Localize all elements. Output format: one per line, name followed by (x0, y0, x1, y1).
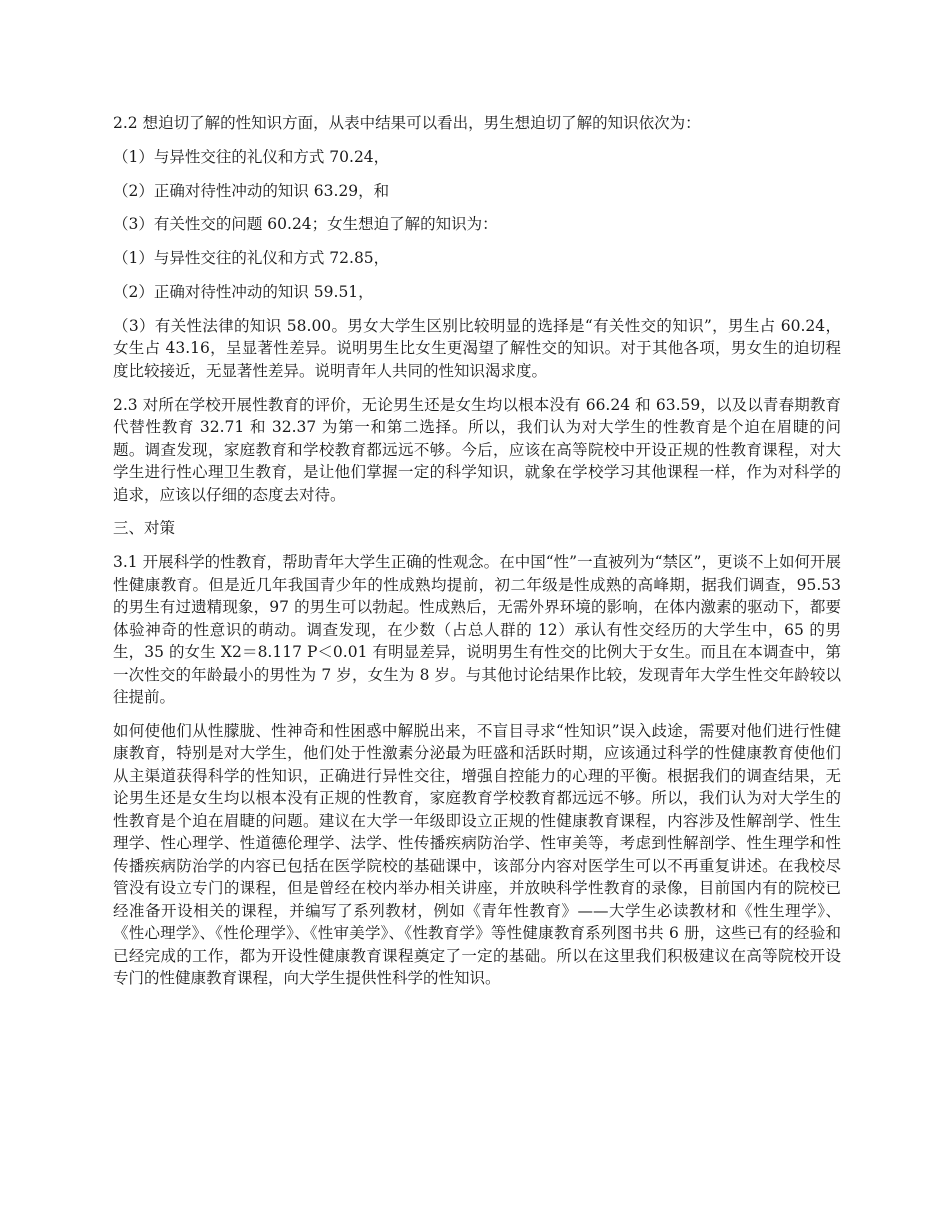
list-item-female-1: （1）与异性交往的礼仪和方式 72.85， (113, 249, 390, 268)
paragraph-health-education: 如何使他们从性朦胧、性神奇和性困惑中解脱出来，不盲目寻求“性知识”误入歧途，需要对他们进行性健康教育，特别是对大学生，他们处于性激素分泌最为旺盛和活跃时期，应该通过科学的性健康教育使他们从主渠道获得科学的性知识，正确进行异性交往，增强自控能力的心理的平衡。根据我们的调查结果，无论男生还是女生均以根本没有正规的性教育，家庭教育学校教育都远远不够。所以，我们认为对大学生的性教育是个迫在眉睫的问题。建议在大学一年级即设立正规的性健康教育课程，内容涉及性解剖学、性生理学、性心理学、性道德伦理学、法学、性传播疾病防治学、性审美等，考虑到性解剖学、性生理学和性传播疾病防治学的内容已包括在医学院校的基础课中，该部分内容对医学生可以不再重复讲述。在我校尽管没有设立专门的课程，但是曾经在校内举办相关讲座，并放映科学性教育的录像，目前国内有的院校已经准备开设相关的课程，并编写了系列教材，例如《青年性教育》——大学生必读教材和《性生理学》、《性心理学》、《性伦理学》、《性审美学》、《性教育学》等性健康教育系列图书共 6 册，这些已有的经验和已经完成的工作，都为开设性健康教育课程奠定了一定的基础。所以在这里我们积极建议在高等院校开设专门的性健康教育课程，向大学生提供性科学的性知识。 (113, 721, 841, 988)
document-body (113, 112, 841, 1001)
list-item-male-2: （2）正确对待性冲动的知识 63.29，和 (113, 181, 390, 200)
list-item-female-3: （3）有关性法律的知识 58.00。男女大学生区别比较明显的选择是“有关性交的知识”，男生占 60.24，女生占 43.16，呈显著性差异。说明男生比女生更渴望了解性交的知识。对于其他各项，男女生的迫切程度比较接近，无显著性差异。说明青年人共同的性知识渴求度。 (113, 316, 841, 380)
list-item-male-1: （1）与异性交往的礼仪和方式 70.24， (113, 147, 390, 166)
list-item-male-3: （3）有关性交的问题 60.24；女生想迫了解的知识为： (113, 215, 498, 234)
section-heading-countermeasures: 三、对策 (113, 519, 176, 538)
list-item-female-2: （2）正确对待性冲动的知识 59.51， (113, 282, 374, 301)
paragraph-3-1: 3.1 开展科学的性教育，帮助青年大学生正确的性观念。在中国“性”一直被列为“禁区”，更谈不上如何开展性健康教育。但是近几年我国青少年的性成熟均提前，初二年级是性成熟的高峰期，据我们调查，95.53 的男生有过遗精现象，97 的男生可以勃起。性成熟后，无需外界环境的影响，在体内激素的驱动下，都要体验神奇的性意识的萌动。调查发现，在少数（占总人群的 12）承认有性交经历的大学生中，65 的男生，35 的女生 X2＝8.117 P＜0.01 有明显差异，说明男生有性交的比例大于女生。而且在本调查中，第一次性交的年龄最小的男性为 7 岁，女生为 8 岁。与其他讨论结果作比较，发现青年大学生性交年龄较以往提前。 (113, 553, 841, 707)
paragraph-2-2-intro: 2.2 想迫切了解的性知识方面，从表中结果可以看出，男生想迫切了解的知识依次为： (113, 114, 701, 132)
paragraph-2-3: 2.3 对所在学校开展性教育的评价，无论男生还是女生均以根本没有 66.24 和 63.59，以及以青春期教育代替性教育 32.71 和 32.37 为第一和第二选择。所以，我们认为对大学生的性教育是个迫在眉睫的问题。调查发现，家庭教育和学校教育都远远不够。今后，应该在高等院校中开设正规的性教育课程，对大学生进行性心理卫生教育，是让他们掌握一定的科学知识，就象在学校学习其他课程一样，作为对科学的追求，应该以仔细的态度去对待。 (113, 395, 841, 504)
